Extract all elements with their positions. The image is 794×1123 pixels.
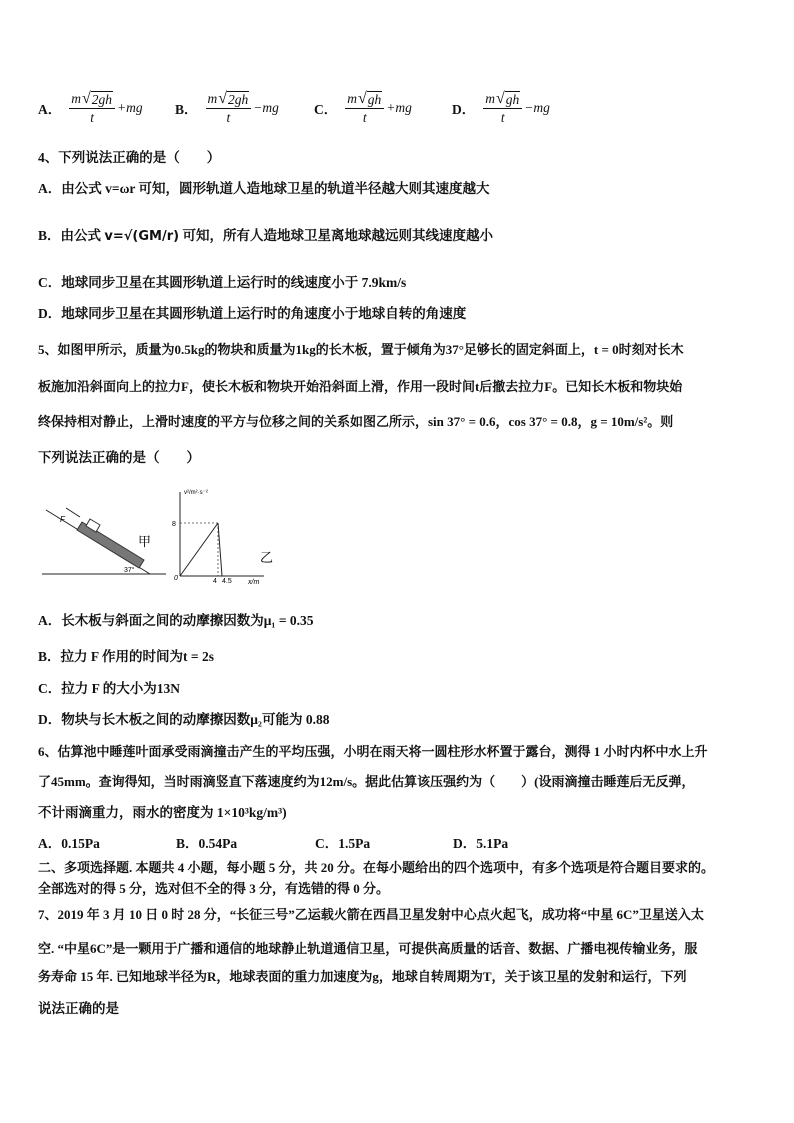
- denominator: t: [226, 109, 231, 125]
- x-tick-label-4: 4: [213, 578, 217, 585]
- q5-option-b: B．拉力 F 作用的时间为t = 2s: [38, 649, 214, 664]
- q7-line-3: 务寿命 15 年. 已知地球半径为R，地球表面的重力加速度为g，地球自转周期为T，关于该卫星的发射和运行，下列: [38, 969, 687, 984]
- y-axis-label: v²/m²·s⁻²: [184, 490, 208, 496]
- denominator: t: [500, 109, 505, 125]
- graph-fall-segment: [218, 523, 222, 576]
- figure-yi-name: 乙: [260, 550, 274, 565]
- numerator-factor: m: [485, 90, 495, 106]
- x-axis-label: x/m: [248, 579, 260, 586]
- q4-option-b-prefix: B．由公式: [38, 228, 102, 243]
- force-label: F: [60, 515, 65, 524]
- term: −mg: [524, 100, 550, 115]
- q6-line-3: 不计雨滴重力，雨水的密度为 1×10³kg/m³): [38, 805, 287, 820]
- fraction: m √ gh t: [345, 91, 384, 126]
- q6-option-a: A．0.15Pa: [38, 836, 100, 851]
- radicand: 2gh: [91, 91, 113, 107]
- q6-option-d: D．5.1Pa: [453, 836, 509, 851]
- q4-option-b-suffix: 可知，所有人造地球卫星离地球越远则其线速度越小: [182, 228, 493, 243]
- q4-option-d: D．地球同步卫星在其圆形轨道上运行时的角速度小于地球自转的角速度: [38, 306, 467, 321]
- long-board: [77, 522, 144, 568]
- radicand: 2gh: [228, 91, 249, 107]
- q5-option-c: C．拉力 F 的大小为13N: [38, 681, 180, 696]
- q4-option-c: C．地球同步卫星在其圆形轨道上运行时的线速度小于 7.9km/s: [38, 275, 407, 290]
- q4-option-b-formula: v=√(GM/r): [104, 229, 180, 244]
- q5-line-1: 5、如图甲所示，质量为0.5kg的物块和质量为1kg的长木板，置于倾角为37°足够长的固定斜面上，t = 0时刻对长木: [38, 342, 684, 357]
- origin-label: 0: [174, 575, 178, 582]
- radicand: gh: [367, 91, 382, 107]
- section-2-instructions-line-2: 全部选对的得 5 分，选对但不全的得 3 分，有选错的得 0 分。: [38, 881, 390, 896]
- angle-label: 37°: [124, 567, 135, 574]
- fraction: m √ 2gh t: [69, 91, 115, 126]
- q5-line-4: 下列说法正确的是（ ）: [38, 450, 200, 465]
- numerator-factor: m: [71, 90, 81, 106]
- x-tick-label-4-5: 4.5: [222, 578, 232, 585]
- option-label: D．: [452, 102, 476, 117]
- q3-options: [38, 86, 758, 130]
- q5-option-a: A．长木板与斜面之间的动摩擦因数为μ₁ = 0.35: [38, 613, 314, 628]
- denominator: t: [362, 109, 367, 125]
- q6-option-b: B．0.54Pa: [176, 836, 238, 851]
- term: +mg: [386, 100, 412, 115]
- q5-line-3: 终保持相对静止，上滑时速度的平方与位移之间的关系如图乙所示，sin 37° = 0.6，cos 37° = 0.8，g = 10m/s²。则: [38, 414, 674, 429]
- q6-line-2: 了45mm。查询得知，当时雨滴竖直下落速度约为12m/s。据此估算该压强约为（ ）(设雨滴撞击睡莲后无反弹，: [38, 774, 695, 789]
- q7-line-1: 7、2019 年 3 月 10 日 0 时 28 分，“长征三号”乙运载火箭在西昌卫星发射中心点火起飞，成功将“中星 6C”卫星送入太: [38, 907, 704, 922]
- graph-rise-segment: [180, 523, 218, 576]
- q4-stem: 4、下列说法正确的是（ ）: [38, 150, 221, 165]
- q4-option-b: [38, 224, 493, 244]
- q7-line-2: 空. “中星6C”是一颗用于广播和通信的地球静止轨道通信卫星，可提供高质量的话音、数据、广播电视传输业务，服: [38, 941, 698, 956]
- term: −mg: [253, 100, 279, 115]
- force-arrow: [66, 508, 80, 517]
- q4-option-a: A．由公式 v=ωr 可知，圆形轨道人造地球卫星的轨道半径越大则其速度越大: [38, 181, 490, 196]
- option-label: C．: [314, 102, 338, 117]
- q5-option-d: D．物块与长木板之间的动摩擦因数μ₂可能为 0.88: [38, 712, 330, 727]
- q3-option-c: [314, 86, 412, 130]
- option-label: B．: [175, 102, 198, 117]
- q6-option-c: C．1.5Pa: [315, 836, 371, 851]
- q7-line-4: 说法正确的是: [38, 1001, 119, 1016]
- numerator-factor: m: [347, 90, 357, 106]
- numerator-factor: m: [207, 90, 218, 106]
- option-label: A．: [38, 102, 62, 117]
- q3-option-a: [38, 86, 143, 130]
- fraction: m √ gh t: [483, 91, 522, 126]
- figure-jia: [38, 500, 168, 580]
- term: +mg: [117, 100, 143, 115]
- denominator: t: [90, 109, 95, 125]
- y-tick-label: 8: [172, 521, 176, 528]
- figure-yi-graph: [168, 484, 278, 588]
- q3-option-d: [452, 86, 550, 130]
- radicand: gh: [505, 91, 520, 107]
- q5-line-2: 板施加沿斜面向上的拉力F，使长木板和物块开始沿斜面上滑，作用一段时间t后撤去拉力F。已知长木板和物块始: [38, 379, 683, 394]
- q6-line-1: 6、估算池中睡莲叶面承受雨滴撞击产生的平均压强，小明在雨天将一圆柱形水杯置于露台，测得 1 小时内杯中水上升: [38, 744, 708, 759]
- q3-option-b: [175, 86, 279, 130]
- fraction: m √ 2gh t: [206, 91, 252, 126]
- figure-jia-name: 甲: [138, 534, 152, 549]
- section-2-instructions-line-1: 二、多项选择题. 本题共 4 小题，每小题 5 分，共 20 分。在每小题给出的四个选项中，有多个选项是符合题目要求的。: [38, 860, 715, 875]
